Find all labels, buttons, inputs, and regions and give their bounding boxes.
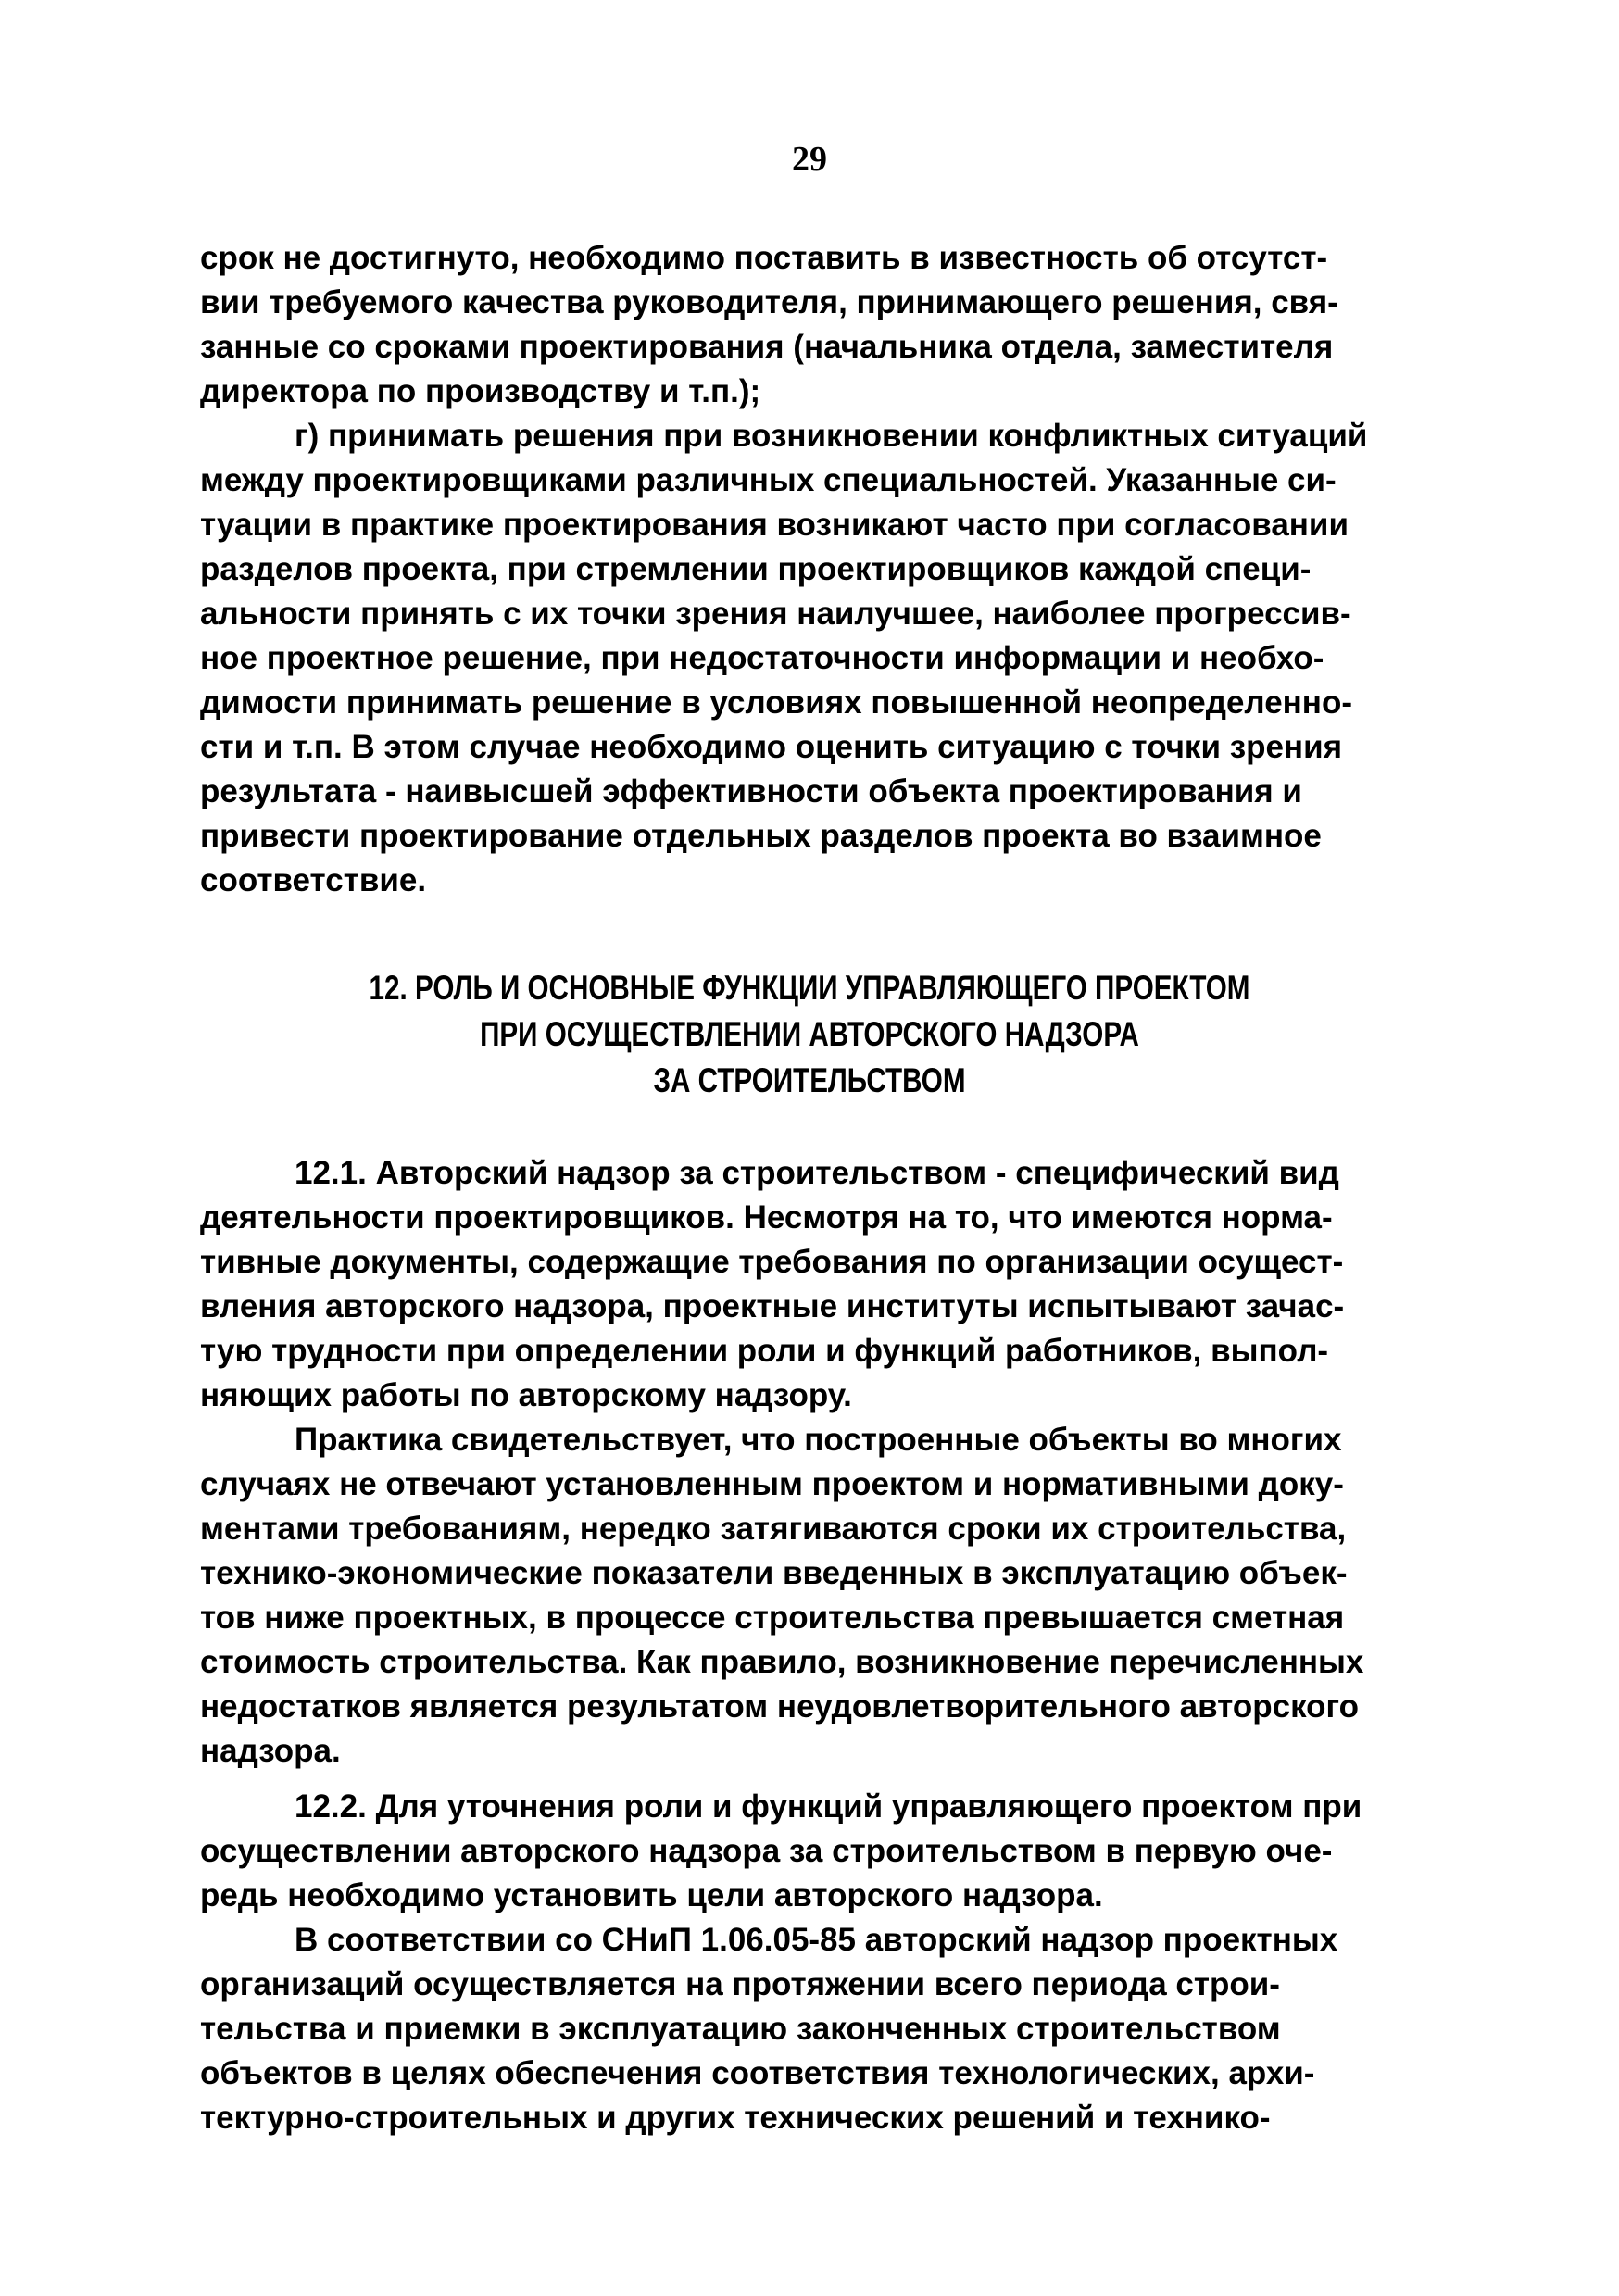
- text-line: 12.1. Авторский надзор за строительством - специфический вид: [295, 1155, 1339, 1191]
- text-line: димости принимать решение в условиях повышенной неопределенно-: [200, 684, 1352, 721]
- text-line: осуществлении авторского надзора за строительством в первую оче-: [200, 1833, 1333, 1869]
- text-line: сти и т.п. В этом случае необходимо оценить ситуацию с точки зрения: [200, 729, 1343, 765]
- text-line: результата - наивысшей эффективности объекта проектирования и: [200, 773, 1302, 809]
- text-line: В соответствии со СНиП 1.06.05-85 авторский надзор проектных: [295, 1922, 1338, 1958]
- text-line: стоимость строительства. Как правило, возникновение перечисленных: [200, 1644, 1364, 1680]
- text-line: вления авторского надзора, проектные институты испытывают зачас-: [200, 1288, 1345, 1324]
- heading-line: ПРИ ОСУЩЕСТВЛЕНИИ АВТОРСКОГО НАДЗОРА: [480, 1015, 1139, 1053]
- text-line: занные со сроками проектирования (начальника отдела, заместителя: [200, 329, 1334, 365]
- text-line: Практика свидетельствует, что построенные объекты во многих: [295, 1422, 1342, 1458]
- text-line: соответствие.: [200, 862, 427, 898]
- text-line: между проектировщиками различных специальностей. Указанные си-: [200, 462, 1337, 498]
- heading-line: ЗА СТРОИТЕЛЬСТВОМ: [653, 1061, 966, 1099]
- text-line: тую трудности при определении роли и функций работников, выпол-: [200, 1333, 1329, 1369]
- text-line: ментами требованиям, нередко затягиваются сроки их строительства,: [200, 1511, 1347, 1547]
- page-number: 29: [792, 140, 827, 179]
- heading-line: 12. РОЛЬ И ОСНОВНЫЕ ФУНКЦИИ УПРАВЛЯЮЩЕГО ПРОЕКТОМ: [369, 969, 1250, 1007]
- text-line: 12.2. Для уточнения роли и функций управляющего проектом при: [295, 1788, 1362, 1825]
- text-line: организаций осуществляется на протяжении всего периода строи-: [200, 1966, 1280, 2002]
- text-line: няющих работы по авторскому надзору.: [200, 1377, 852, 1413]
- text-line: разделов проекта, при стремлении проектировщиков каждой специ-: [200, 551, 1312, 587]
- text-line: недостатков является результатом неудовлетворительного авторского: [200, 1688, 1360, 1725]
- text-line: альности принять с их точки зрения наилучшее, наиболее прогрессив-: [200, 596, 1351, 632]
- text-line: технико-экономические показатели введенных в эксплуатацию объек-: [200, 1555, 1348, 1591]
- text-line: объектов в целях обеспечения соответствия технологических, архи-: [200, 2055, 1315, 2091]
- text-line: тектурно-строительных и других технических решений и технико-: [200, 2100, 1271, 2136]
- text-line: директора по производству и т.п.);: [200, 373, 761, 409]
- text-line: деятельности проектировщиков. Несмотря на то, что имеются норма-: [200, 1199, 1333, 1236]
- text-line: ное проектное решение, при недостаточности информации и необхо-: [200, 640, 1324, 676]
- text-line: привести проектирование отдельных разделов проекта во взаимное: [200, 818, 1322, 854]
- text-line: редь необходимо установить цели авторского надзора.: [200, 1877, 1103, 1913]
- text-line: туации в практике проектирования возникают часто при согласовании: [200, 507, 1349, 543]
- text-line: тивные документы, содержащие требования по организации осущест-: [200, 1244, 1344, 1280]
- text-line: вии требуемого качества руководителя, принимающего решения, свя-: [200, 284, 1338, 320]
- text-line: случаях не отвечают установленным проектом и нормативными доку-: [200, 1466, 1344, 1502]
- text-line: тов ниже проектных, в процессе строительства превышается сметная: [200, 1600, 1345, 1636]
- text-line: тельства и приемки в эксплуатацию законченных строительством: [200, 2011, 1281, 2047]
- text-line: г) принимать решения при возникновении конфликтных ситуаций: [295, 418, 1368, 454]
- text-line: срок не достигнуто, необходимо поставить в известность об отсутст-: [200, 240, 1328, 276]
- text-line: надзора.: [200, 1733, 341, 1769]
